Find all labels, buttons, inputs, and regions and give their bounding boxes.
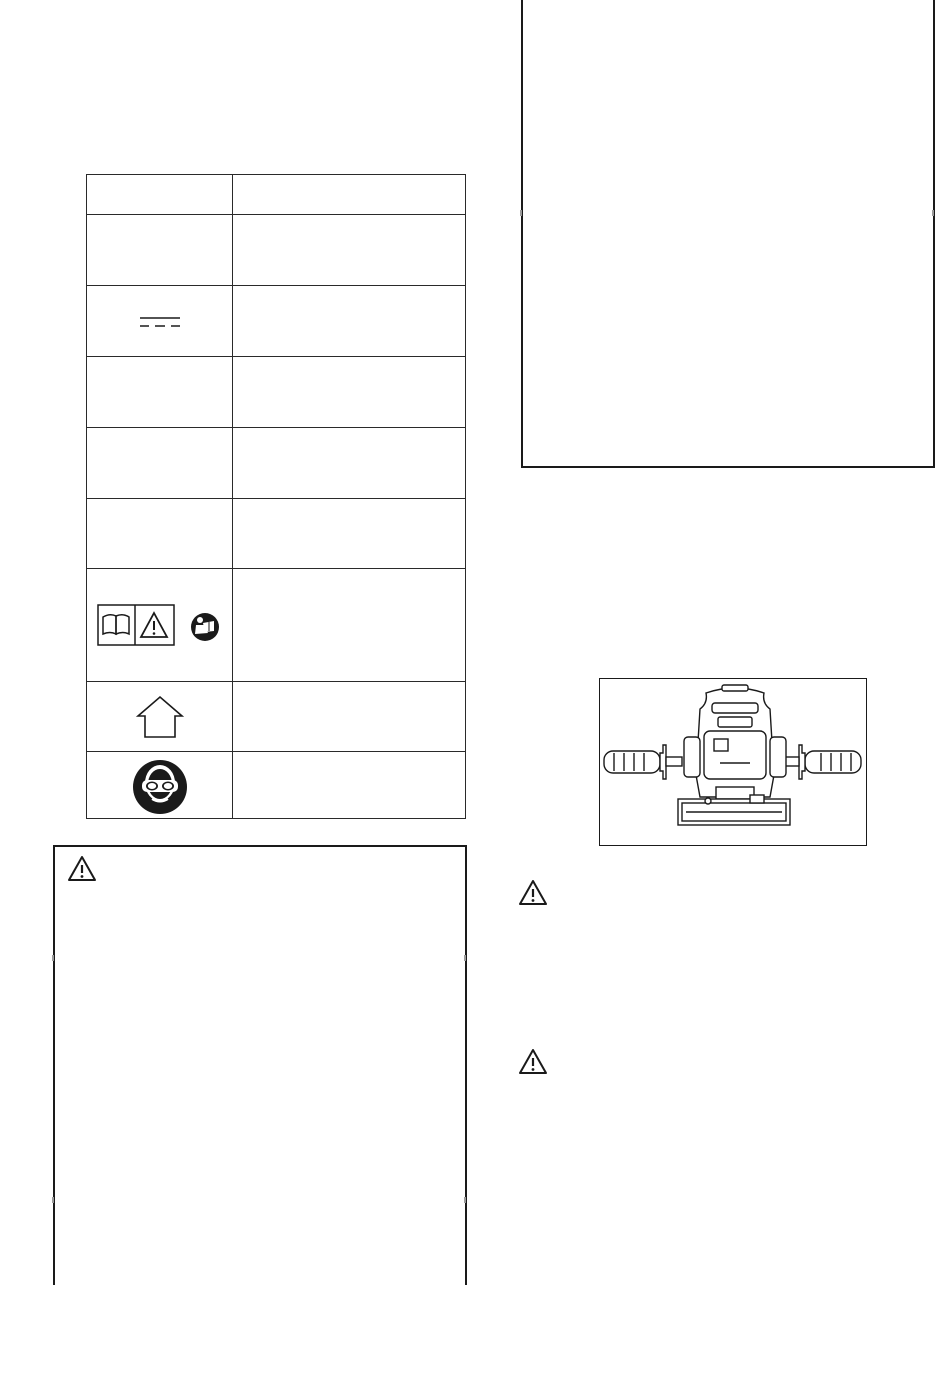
warning-triangle-icon: [518, 1048, 548, 1075]
safety-warning-box: [53, 845, 467, 1285]
table-row: [87, 285, 465, 357]
angle-grinder-figure: [599, 678, 867, 846]
symbol-cell: [87, 569, 232, 682]
page-tick-mark: [52, 1197, 54, 1203]
symbol-cell: [87, 682, 232, 752]
symbol-cell: [87, 752, 232, 821]
symbols-table: [86, 174, 466, 819]
table-row: [87, 568, 465, 682]
page-tick-mark: [520, 210, 522, 216]
table-row: [87, 356, 465, 428]
page-tick-mark: [52, 955, 54, 961]
indoor-use-house-icon: [135, 695, 185, 739]
safety-instructions-box: [521, 0, 935, 468]
warning-triangle-icon: [518, 879, 548, 906]
page-tick-mark: [464, 955, 466, 961]
dc-current-icon: [138, 314, 182, 330]
symbol-cell: [87, 286, 232, 357]
angle-grinder-with-side-handles-illustration: [600, 679, 865, 844]
warning-triangle-icon: [67, 855, 97, 882]
page-tick-mark: [464, 1197, 466, 1203]
page-tick-mark: [932, 210, 934, 216]
table-row: [87, 498, 465, 569]
table-row: [87, 427, 465, 499]
table-row: [87, 751, 465, 821]
read-manual-icon: [97, 603, 223, 649]
table-row: [87, 214, 465, 286]
wear-eye-protection-icon: [132, 759, 188, 815]
table-row: [87, 681, 465, 752]
table-header-row: [87, 175, 465, 214]
